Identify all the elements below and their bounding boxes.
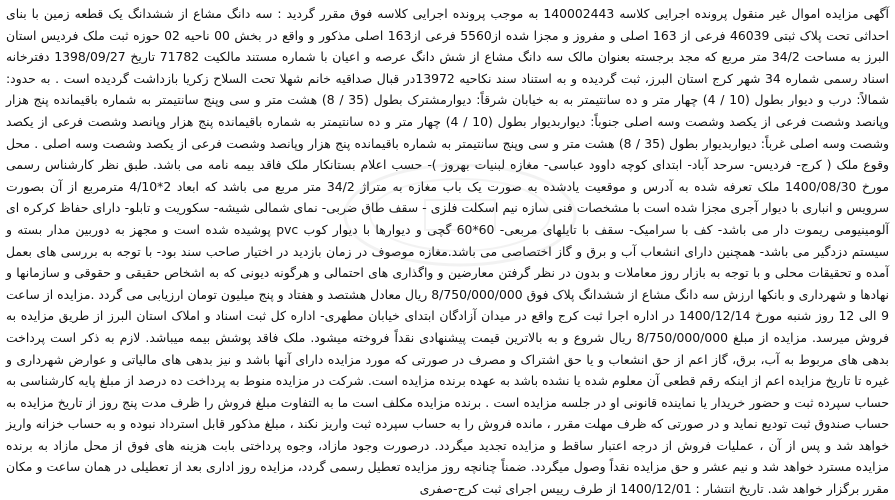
notice-body-text: آگهی مزایده اموال غیر منقول پرونده اجرایی کلاسه 140002443 به موجب پرونده اجرایی کلاسه فوق مقرر گردید : سه دانگ مشاع از ششدانگ یک قطعه زمین با بنای احداثی تحت پلاک ثبتی 46039 فرعی از 163 اصلی و مفروز و مجزا شده از5560 فرعی از163 اصلی مذکور و واقع در بخش 00 ناحیه 02 حوزه ثبت ملک فردیس استان البرز به مساحت 34/2 متر مربع که مجد برجسته بعنوان مالک سه دانگ مشاع از شش دانگ عرصه و اعیان با شماره مستند مالکیت 71782 تاریخ 1398/09/27 دفترخانه اسناد رسمی شماره 34 شهر کرج استان البرز، ثبت گردیده و به استناد سند نکاحیه 13972در قبال صداقیه خانم شهلا تحت السلاح زکریا بازداشت گردیده است . به حدود: شمالاً: درب و دیوار بطول (10 / 4) چهار متر و ده سانتیمتر به به خیابان شرقاً: دیوارمشترک بطول (35 / 8) هشت متر و سی وپنج سانتیمتر به شماره باقیمانده پنج هزار وپانصد وشصت فرعی از یکصد وشصت وسه اصلی جنوباً: دیواربدیوار بطول (10 / 4) چهار متر و ده سانتیمتر به شماره باقیمانده پنج هزار وپانصد وشصت فرعی از یکصد وشصت وسه اصلی غرباً: دیواربدیوار بطول (35 / 8) هشت متر و سی وپنج سانتیمتر به شماره باقیمانده پنج هزار وپانصد وشصت فرعی از یکصد وشصت وسه اصلی . محل وقوع ملک ( کرج- فردیس- سرحد آباد- ابتدای کوچه داوود عباسی- مغازه لبنیات بهروز )- حسب اعلام بستانکار ملک فاقد بیمه نامه می باشد. طبق نظر کارشناس رسمی مورخ 1400/08/30 ملک تعرفه شده به آدرس و موقعیت یادشده به صورت یک باب مغازه به متراژ 34/2 متر مربع می باشد که ابعاد 2*4/10 مترمربع از آن بصورت سرویس و انباری با دیوار آجری مجزا شده است با مشخصات فنی سازه نیم اسکلت فلزی - سقف طاق ضربی- نمای شمالی شیشه- سکوریت و تابلو- دارای حفاظ کرکره ای آلومینیومی ریموت دار می باشد- کف با سرامیک- سقف با تایلهای مربعی- 60*60 گچی و دیوارها با دیوار کوب pvc پوشیده شده است و مجهز به دوربین مدار بسته و سیستم دزدگیر می باشد- همچنین دارای انشعاب آب و برق و گاز اختصاصی می باشد.مغازه موصوف در زمان بازدید در اختیار صاحب سند بود- با توجه به بررسی های بعمل آمده و تحقیقات محلی و با توجه به بازار روز معاملات و بدون در نظر گرفتن معارضین و واگذاری های احتمالی و هرگونه دیونی که به اشخاص حقیقی و حقوقی و سازمانها و نهادها و شهرداری و بانکها ارزش سه دانگ مشاع از ششدانگ پلاک فوق 8/750/000/000 ریال معادل هشتصد و هفتاد و پنج میلیون تومان ارزیابی می گردد .مزایده از ساعت 9 الی 12 روز شنبه مورخ 1400/12/14 در اداره اجرا ثبت کرج واقع در میدان آزادگان ابتدای خیابان مطهری- اداره کل ثبت اسناد و املاک استان البرز از طریق مزایده به فروش میرسد. مزایده از مبلغ 8/750/000/000 ریال شروع و به بالاترین قیمت پیشنهادی نقداً فروخته میشود. ملک فاقد پوشش بیمه میباشد. لازم به ذکر است پرداخت بدهی های مربوط به آب، برق، گاز اعم از حق انشعاب و یا حق اشتراک و مصرف در صورتی که مورد مزایده دارای آنها باشد و نیز بدهی های مالیاتی و عوارض شهرداری و غیره تا تاریخ مزایده اعم از اینکه رقم قطعی آن معلوم شده یا نشده باشد به عهده برنده مزایده است. شرکت در مزایده منوط به پرداخت ده درصد از مبلغ پایه کارشناسی به حساب سپرده ثبت و حضور خریدار یا نماینده قانونی او در جلسه مزایده است . برنده مزایده مکلف است ما به التفاوت مبلغ فروش را ظرف مدت پنج روز از تاریخ مزایده به حساب صندوق ثبت تودیع نماید و در صورتی که ظرف مهلت مقرر ، مانده فروش را به حساب سپرده ثبت واریز نکند ، مبلغ مذکور قابل استرداد نبوده و به حساب خزانه واریز خواهد شد و پس از آن ، عملیات فروش از درجه اعتبار ساقط و مزایده تجدید میگردد. درصورت وجود مازاد، وجوه پرداختی بابت هزینه های فوق از محل مازاد به برنده مزایده مسترد خواهد شد و نیم عشر و حق مزایده نقداً وصول میگردد. ضمناً چنانچه روز مزایده تعطیل رسمی گردد، مزایده روز اداری بعد از تعطیلی در همان ساعت و مکان مقرر برگزار خواهد شد. تاریخ انتشار : 1400/12/01 از طرف رییس اجرای ثبت کرج-صفری xyxy=(6,6,890,497)
